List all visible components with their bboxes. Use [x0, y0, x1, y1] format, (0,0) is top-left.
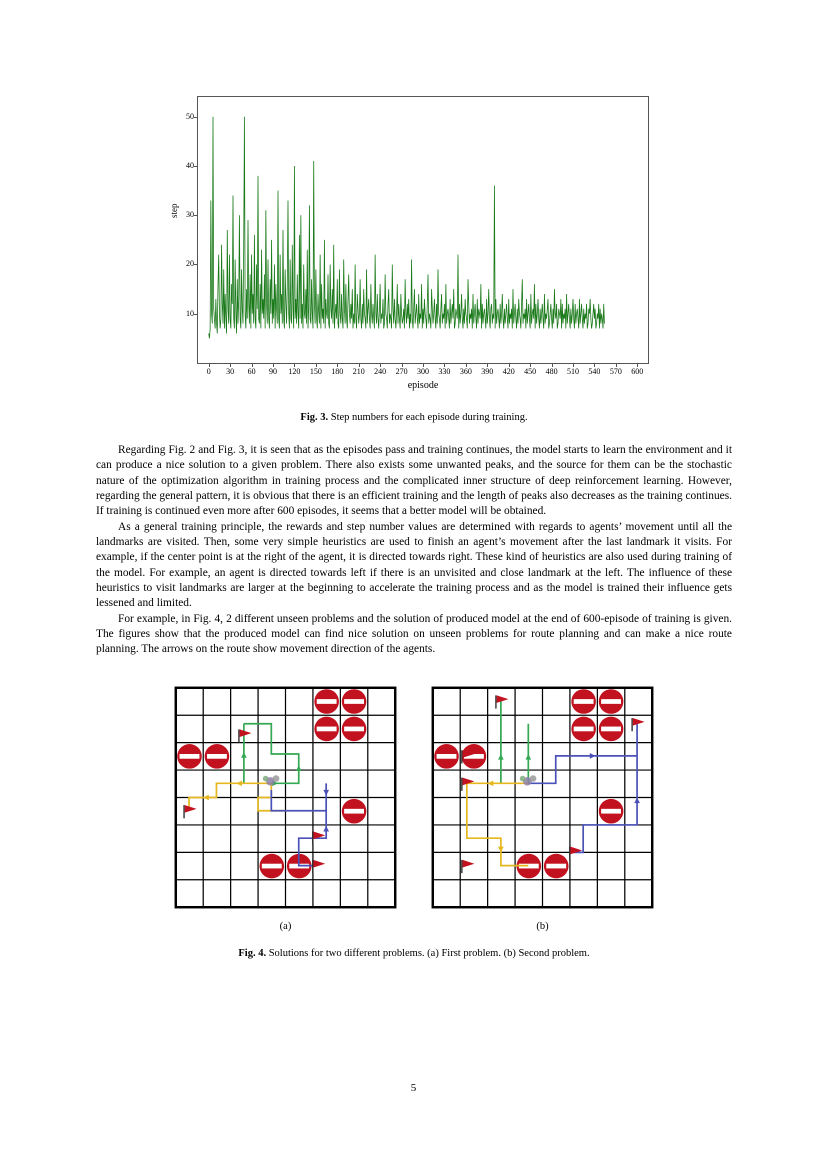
- figure-3: [96, 88, 732, 398]
- chart-x-tick: 480: [545, 367, 558, 376]
- chart-x-tick-mark: [616, 363, 617, 367]
- chart-y-tick: 40: [186, 160, 194, 170]
- paragraph-1: Regarding Fig. 2 and Fig. 3, it is seen that as the episodes pass and training continues, the model starts to learn the environment and it can produce a nice solution to a given problem. There also exists some unwanted peaks, and the source for them can be the stochastic nature of the optimization algorithm in training process and the complicated inner structure of deep reinforcement learning. However, regarding the general pattern, it is obvious that there is an efficient training and the length of peaks also decreases as the training continues. If training is continued even more after 600 episodes, it seems that a better model will be obtained.: [96, 444, 732, 518]
- chart-x-tick: 60: [247, 367, 256, 376]
- figure-3-caption-label: Fig. 3.: [300, 412, 329, 423]
- page-number: 5: [410, 1082, 417, 1094]
- figure-4-caption-label: Fig. 4.: [238, 947, 267, 959]
- paragraph-2: As a general training principle, the rewards and step number values are determined with regards to agents’ movement until all the landmarks are visited. Then, some very simple heuristics are used to finish an agent’s movement after the last landmark it visits. For example, if the center point is at the right of the agent, it is directed towards right. These kind of heuristics are also used during training of the model. For example, an agent is directed towards left if there is an unvisited and close landmark at the left. The influence of these heuristics to visit landmarks are larger at the beginning to accelerate the training process and as the model is trained their influence gets lessened and limited.: [96, 520, 732, 610]
- chart-line-series: [198, 97, 648, 363]
- chart-x-tick-mark: [252, 363, 253, 367]
- problem-a-label: (a): [279, 920, 292, 932]
- chart-x-tick-mark: [552, 363, 553, 367]
- chart-x-tick-mark: [509, 363, 510, 367]
- chart-y-tick: 10: [186, 308, 194, 318]
- figure-3-caption: [96, 412, 732, 423]
- chart-x-tick-mark: [530, 363, 531, 367]
- chart-x-tick-mark: [423, 363, 424, 367]
- chart-x-tick: 600: [631, 367, 644, 376]
- figure-3-caption-text: Step numbers for each episode during training.: [328, 412, 528, 423]
- chart-y-tick-mark: [194, 117, 198, 118]
- figure-4-caption-text: Solutions for two different problems. (a) First problem. (b) Second problem.: [266, 947, 590, 959]
- chart-y-tick-mark: [194, 314, 198, 315]
- chart-x-tick-mark: [209, 363, 210, 367]
- chart-x-tick: 30: [226, 367, 235, 376]
- page-content: [96, 88, 732, 959]
- problem-b-label: (b): [536, 920, 549, 932]
- chart-x-tick: 240: [374, 367, 387, 376]
- chart-x-tick-mark: [230, 363, 231, 367]
- chart-x-axis-label: episode: [407, 380, 439, 391]
- chart-x-tick: 450: [524, 367, 537, 376]
- chart-x-tick: 510: [567, 367, 579, 376]
- chart-x-tick-mark: [573, 363, 574, 367]
- chart-x-tick-mark: [594, 363, 595, 367]
- chart-x-tick: 120: [288, 367, 301, 376]
- chart-x-tick-mark: [294, 363, 295, 367]
- chart-x-tick-mark: [273, 363, 274, 367]
- chart-y-tick: 20: [186, 259, 194, 269]
- chart-x-tick: 540: [588, 367, 601, 376]
- chart-x-tick-mark: [487, 363, 488, 367]
- chart-x-tick: 330: [438, 367, 451, 376]
- problem-a-grid: [172, 684, 399, 911]
- chart-x-tick-mark: [316, 363, 317, 367]
- chart-y-tick-mark: [194, 215, 198, 216]
- body-text: [96, 443, 732, 658]
- chart-x-tick: 210: [352, 367, 365, 376]
- chart-x-tick-mark: [337, 363, 338, 367]
- step-chart: [169, 88, 659, 398]
- figure-4: [96, 684, 732, 932]
- paragraph-3: For example, in Fig. 4, 2 different unseen problems and the solution of produced model at the end of 600-episode of training is given. The figures show that the produced model can find nice solution on unseen problems for route planning and can make a nice route planning. The arrows on the route show movement direction of the agents.: [96, 612, 732, 656]
- chart-x-tick: 150: [309, 367, 322, 376]
- chart-x-tick: 300: [417, 367, 429, 376]
- chart-x-tick-mark: [637, 363, 638, 367]
- chart-y-tick: 30: [186, 210, 194, 220]
- problem-b-block: [429, 684, 656, 932]
- chart-x-tick: 420: [502, 367, 515, 376]
- chart-y-tick-mark: [194, 166, 198, 167]
- chart-plot-area: [186, 96, 649, 376]
- chart-x-tick: 0: [206, 367, 211, 376]
- chart-x-tick-mark: [402, 363, 403, 367]
- chart-x-tick: 180: [331, 367, 344, 376]
- chart-x-tick-mark: [466, 363, 467, 367]
- problem-b-grid: [429, 684, 656, 911]
- chart-x-tick: 360: [459, 367, 472, 376]
- chart-y-tick: 50: [186, 111, 194, 121]
- chart-y-tick-mark: [194, 264, 198, 265]
- chart-x-tick: 90: [268, 367, 277, 376]
- chart-x-tick-mark: [380, 363, 381, 367]
- chart-x-tick: 390: [481, 367, 494, 376]
- problem-a-block: [172, 684, 399, 932]
- chart-x-tick-mark: [359, 363, 360, 367]
- figure-4-caption: [96, 948, 732, 959]
- chart-x-tick: 270: [395, 367, 408, 376]
- chart-y-axis-label: step: [169, 203, 179, 218]
- chart-x-tick: 570: [609, 367, 622, 376]
- chart-x-tick-mark: [444, 363, 445, 367]
